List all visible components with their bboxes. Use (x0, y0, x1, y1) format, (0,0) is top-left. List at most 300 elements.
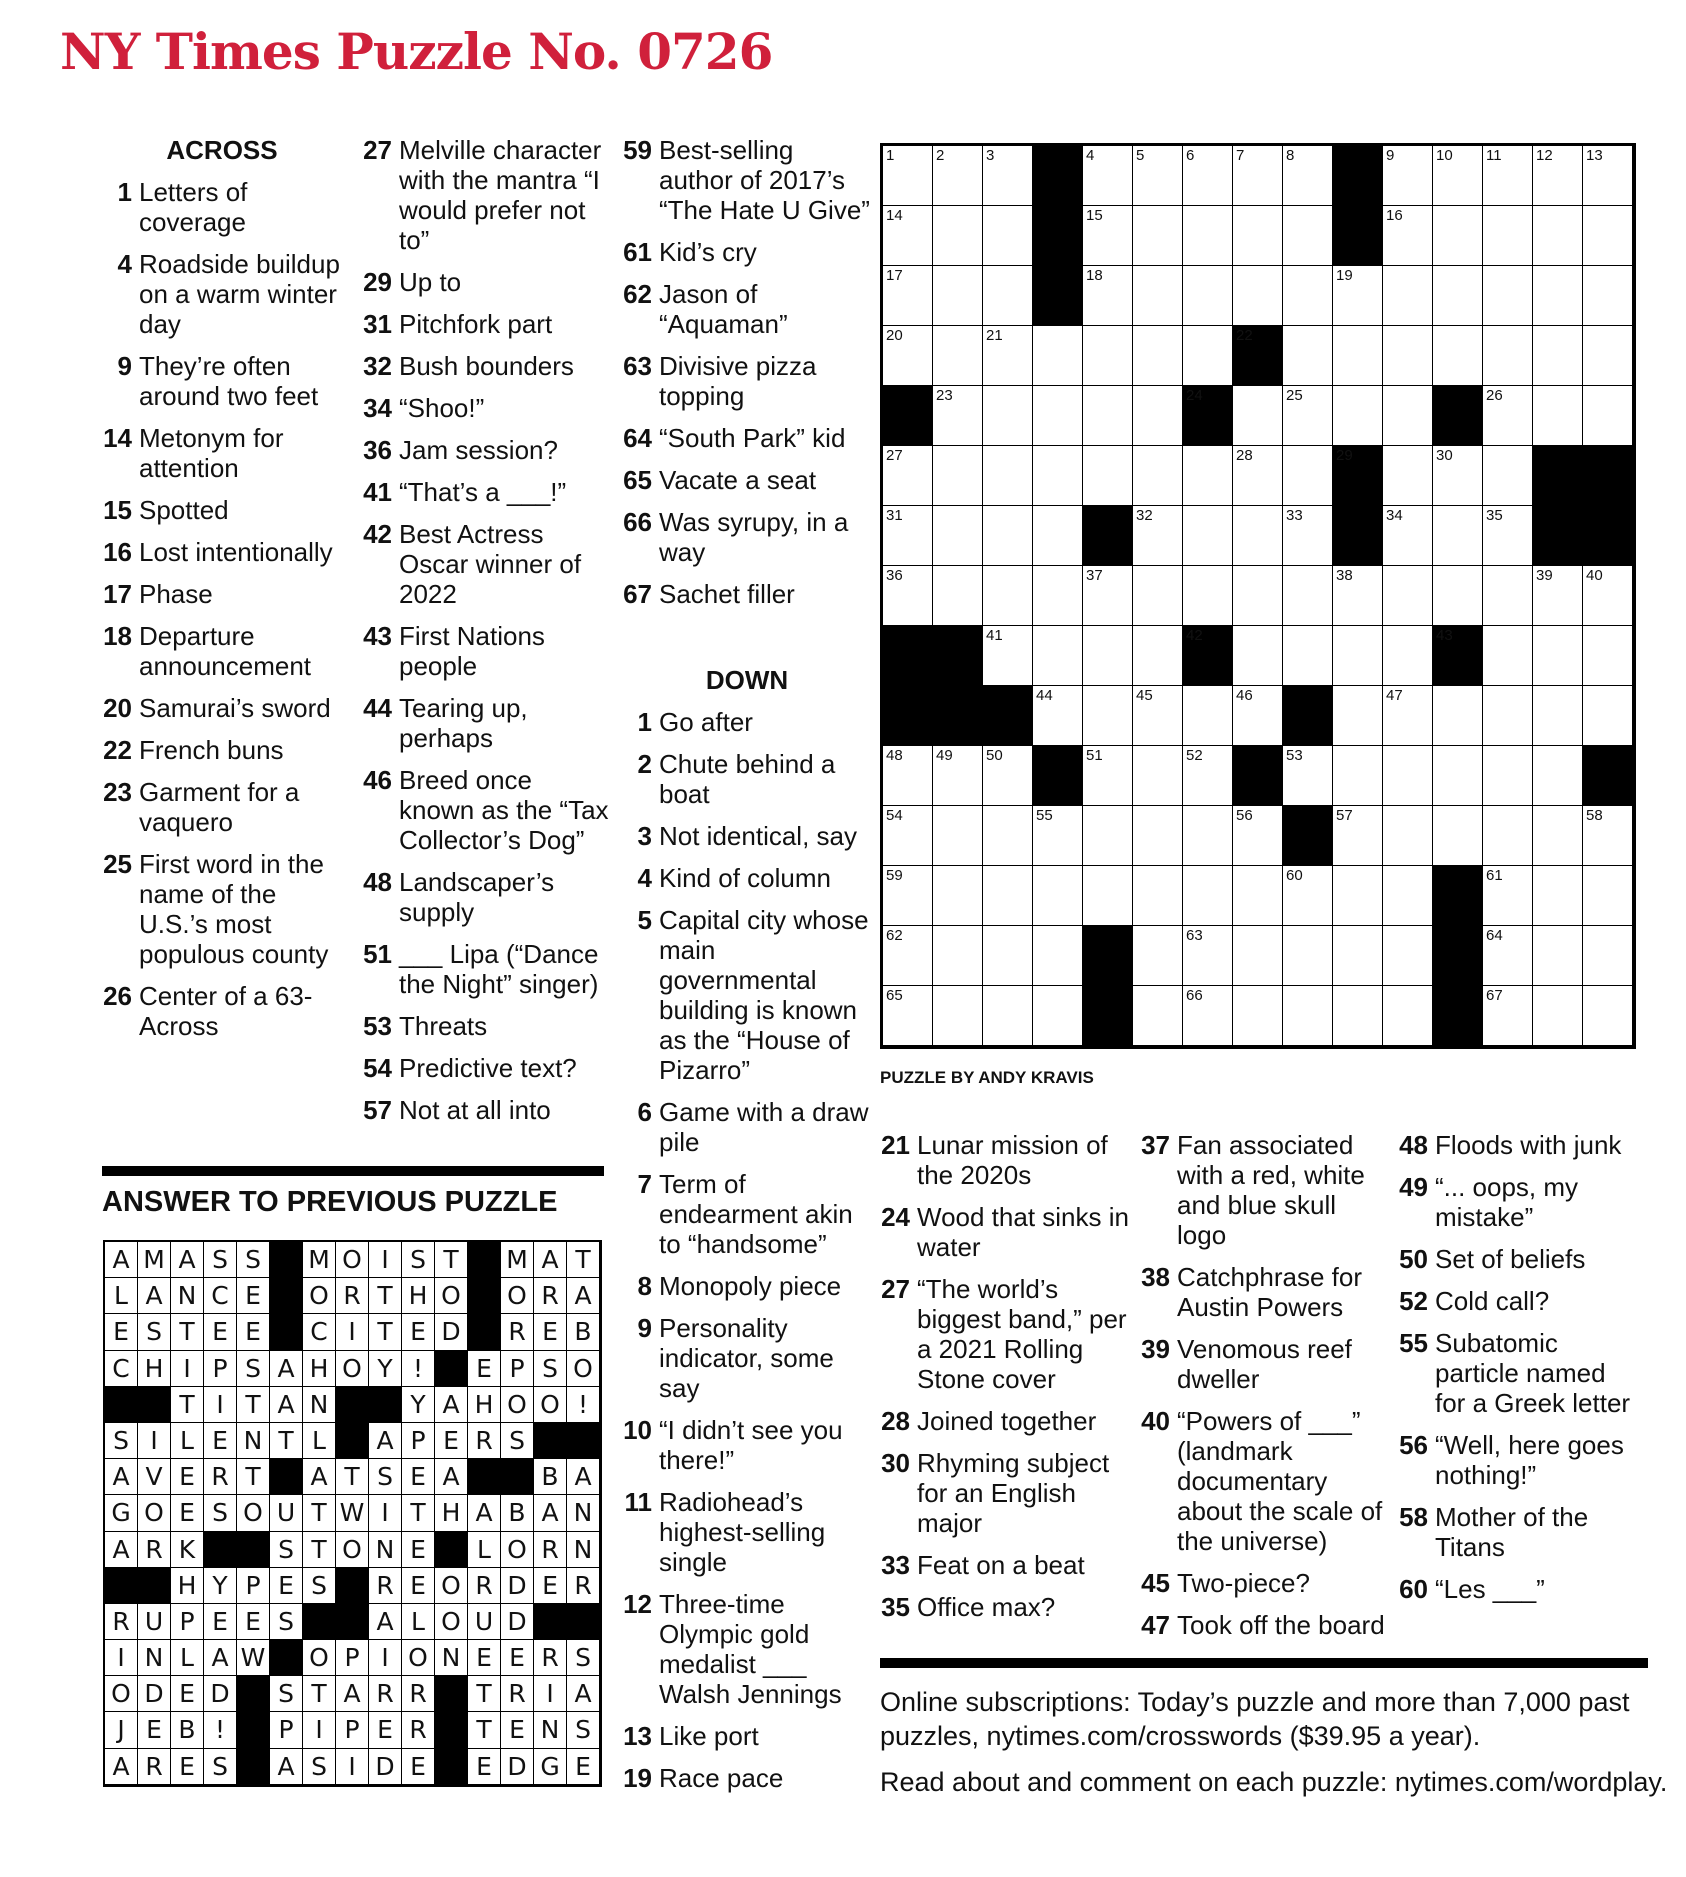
cell-number: 67 (1486, 987, 1503, 1004)
grid-cell[interactable] (1483, 386, 1533, 446)
answer-letter: A (138, 1278, 171, 1314)
answer-letter: T (237, 1387, 270, 1423)
grid-cell[interactable] (1183, 686, 1233, 746)
cell-number: 31 (886, 507, 903, 524)
grid-cell[interactable] (1033, 806, 1083, 866)
grid-cell[interactable] (1583, 986, 1633, 1046)
grid-cell[interactable] (1383, 326, 1433, 386)
grid-cell[interactable] (1183, 866, 1233, 926)
grid-cell[interactable] (1333, 326, 1383, 386)
black-square (933, 626, 983, 686)
cell-number: 36 (886, 567, 903, 584)
grid-cell[interactable] (1033, 326, 1083, 386)
grid-cell[interactable] (933, 146, 983, 206)
clue-number: 57 (363, 1095, 392, 1125)
grid-cell[interactable] (1583, 146, 1633, 206)
answer-letter: G (534, 1749, 567, 1785)
grid-cell[interactable] (1133, 686, 1183, 746)
grid-cell[interactable] (1033, 926, 1083, 986)
clue-item (362, 621, 612, 681)
grid-cell[interactable] (1533, 926, 1583, 986)
answer-letter: O (435, 1604, 468, 1640)
clue-number: 44 (363, 693, 392, 723)
grid-cell[interactable] (1533, 266, 1583, 326)
grid-cell[interactable] (1233, 866, 1283, 926)
grid-cell[interactable] (1083, 266, 1133, 326)
grid-cell[interactable] (1133, 806, 1183, 866)
grid-cell[interactable] (933, 386, 983, 446)
grid-cell[interactable] (1133, 626, 1183, 686)
grid-cell[interactable] (1383, 206, 1433, 266)
clue-number: 35 (881, 1592, 910, 1622)
grid-cell[interactable] (1083, 866, 1133, 926)
grid-cell[interactable] (1433, 806, 1483, 866)
grid-cell[interactable] (1383, 266, 1433, 326)
grid-cell[interactable] (883, 266, 933, 326)
clue-text: Kind of column (659, 863, 831, 893)
grid-cell[interactable] (1483, 206, 1533, 266)
grid-cell[interactable] (1133, 146, 1183, 206)
grid-cell[interactable] (1433, 686, 1483, 746)
answer-letter: C (105, 1351, 138, 1387)
black-square (933, 686, 983, 746)
grid-cell[interactable] (1533, 206, 1583, 266)
cell-number: 35 (1486, 507, 1503, 524)
grid-cell[interactable] (983, 746, 1033, 806)
grid-cell[interactable] (883, 866, 933, 926)
answer-black-square (501, 1459, 534, 1495)
cell-number: 34 (1386, 507, 1403, 524)
grid-cell[interactable] (1083, 446, 1133, 506)
answer-black-square (105, 1568, 138, 1604)
grid-cell[interactable] (1483, 266, 1533, 326)
clue-number: 62 (623, 279, 652, 309)
grid-cell[interactable] (1033, 866, 1083, 926)
grid-cell[interactable] (1183, 206, 1233, 266)
grid-cell[interactable] (1583, 266, 1633, 326)
grid-cell[interactable] (1583, 926, 1633, 986)
grid-cell[interactable] (1183, 266, 1233, 326)
clue-number: 48 (363, 867, 392, 897)
grid-cell[interactable] (1083, 386, 1133, 446)
grid-cell[interactable] (1033, 566, 1083, 626)
answer-letter: E (369, 1712, 402, 1748)
grid-cell[interactable] (1533, 806, 1583, 866)
grid-cell[interactable] (1333, 866, 1383, 926)
grid-cell[interactable] (1583, 866, 1633, 926)
grid-cell[interactable] (1483, 986, 1533, 1046)
grid-cell[interactable] (1433, 566, 1483, 626)
grid-cell[interactable] (1483, 446, 1533, 506)
grid-cell[interactable] (1083, 326, 1133, 386)
grid-cell[interactable] (883, 806, 933, 866)
grid-cell[interactable] (1183, 986, 1233, 1046)
answer-letter: E (171, 1676, 204, 1712)
grid-cell[interactable] (1283, 866, 1333, 926)
grid-cell[interactable] (1133, 386, 1183, 446)
grid-cell[interactable] (1183, 746, 1233, 806)
grid-cell[interactable] (1583, 626, 1633, 686)
grid-cell[interactable] (1133, 566, 1183, 626)
grid-cell[interactable] (1283, 746, 1333, 806)
grid-cell[interactable] (1033, 386, 1083, 446)
grid-cell[interactable] (1383, 866, 1433, 926)
answer-letter: D (138, 1676, 171, 1712)
answer-letter: S (567, 1640, 600, 1676)
grid-cell[interactable] (1183, 926, 1233, 986)
grid-cell[interactable] (883, 926, 933, 986)
grid-cell[interactable] (1383, 806, 1433, 866)
grid-cell[interactable] (933, 566, 983, 626)
grid-cell[interactable] (1483, 686, 1533, 746)
cell-number: 13 (1586, 147, 1603, 164)
answer-letter: S (402, 1242, 435, 1278)
grid-cell[interactable] (1533, 566, 1583, 626)
answer-letter: H (402, 1278, 435, 1314)
grid-cell[interactable] (933, 866, 983, 926)
clue-item (622, 135, 872, 225)
clue-item (1140, 1568, 1385, 1598)
clue-text: Game with a draw pile (659, 1097, 869, 1157)
grid-cell[interactable] (1233, 686, 1283, 746)
answer-black-square (270, 1459, 303, 1495)
cell-number: 59 (886, 867, 903, 884)
grid-cell[interactable] (933, 206, 983, 266)
grid-cell[interactable] (1083, 566, 1133, 626)
grid-cell[interactable] (1133, 746, 1183, 806)
grid-cell[interactable] (1483, 506, 1533, 566)
answer-letter: T (567, 1242, 600, 1278)
clue-number: 7 (637, 1169, 652, 1199)
grid-cell[interactable] (1533, 386, 1583, 446)
grid-cell[interactable] (983, 146, 1033, 206)
clue-item (1140, 1610, 1385, 1640)
grid-cell[interactable] (883, 566, 933, 626)
grid-cell[interactable] (1483, 626, 1533, 686)
clue-item (362, 939, 612, 999)
grid-cell[interactable] (1283, 206, 1333, 266)
answer-letter: E (171, 1749, 204, 1785)
clue-text: Wood that sinks in water (917, 1202, 1129, 1262)
grid-cell[interactable] (883, 746, 933, 806)
grid-cell[interactable] (1433, 326, 1483, 386)
cell-number: 27 (886, 447, 903, 464)
grid-cell[interactable] (933, 446, 983, 506)
clue-number: 15 (103, 495, 132, 525)
black-square (1033, 146, 1083, 206)
grid-cell[interactable] (1583, 686, 1633, 746)
grid-cell[interactable] (1183, 566, 1233, 626)
grid-cell[interactable] (1383, 986, 1433, 1046)
grid-cell[interactable] (1433, 266, 1483, 326)
grid-cell[interactable] (1133, 866, 1183, 926)
clue-number: 30 (881, 1448, 910, 1478)
clue-text: Venomous reef dweller (1177, 1334, 1352, 1394)
answer-letter: ! (402, 1351, 435, 1387)
clue-item (102, 981, 342, 1041)
grid-cell[interactable] (883, 206, 933, 266)
grid-cell[interactable] (1533, 986, 1583, 1046)
grid-cell[interactable] (1233, 446, 1283, 506)
clue-text: Samurai’s sword (139, 693, 331, 723)
answer-letter: N (567, 1495, 600, 1531)
answer-letter: J (105, 1712, 138, 1748)
grid-cell[interactable] (1283, 506, 1333, 566)
clue-text: Capital city whose main governmental building is known as the “House of Pizarro” (659, 905, 869, 1085)
grid-cell[interactable] (1533, 326, 1583, 386)
grid-cell[interactable] (1233, 566, 1283, 626)
grid-cell[interactable] (1283, 926, 1333, 986)
clue-item (362, 435, 612, 465)
grid-cell[interactable] (1533, 146, 1583, 206)
grid-cell[interactable] (1083, 146, 1133, 206)
grid-cell[interactable] (1233, 626, 1283, 686)
answer-letter: P (336, 1712, 369, 1748)
down-clues-column-2 (880, 1130, 1130, 1634)
answer-black-square (138, 1568, 171, 1604)
answer-letter: R (369, 1568, 402, 1604)
grid-cell[interactable] (1233, 266, 1283, 326)
grid-cell[interactable] (1483, 146, 1533, 206)
answer-letter: L (105, 1278, 138, 1314)
grid-cell[interactable] (1233, 206, 1283, 266)
clue-number: 61 (623, 237, 652, 267)
black-square (883, 686, 933, 746)
grid-cell[interactable] (1383, 506, 1433, 566)
clue-text: Roadside buildup on a warm winter day (139, 249, 340, 339)
grid-cell[interactable] (1383, 566, 1433, 626)
clue-text: Radiohead’s highest-selling single (659, 1487, 826, 1577)
grid-cell[interactable] (983, 806, 1033, 866)
clue-text: ___ Lipa (“Dance the Night” singer) (399, 939, 599, 999)
grid-cell[interactable] (1383, 146, 1433, 206)
grid-cell[interactable] (1383, 386, 1433, 446)
grid-cell[interactable] (983, 926, 1033, 986)
grid-cell[interactable] (883, 146, 933, 206)
clue-item (622, 279, 872, 339)
grid-cell[interactable] (1133, 446, 1183, 506)
grid-cell[interactable] (1333, 686, 1383, 746)
grid-cell[interactable] (983, 566, 1033, 626)
black-square (1083, 926, 1133, 986)
cell-number: 1 (886, 147, 895, 164)
grid-cell[interactable] (1083, 746, 1133, 806)
grid-cell[interactable] (1283, 566, 1333, 626)
answer-letter: R (534, 1532, 567, 1568)
grid-cell[interactable] (1333, 626, 1383, 686)
grid-cell[interactable] (1533, 626, 1583, 686)
grid-cell[interactable] (983, 326, 1033, 386)
grid-cell[interactable] (1033, 686, 1083, 746)
grid-cell[interactable] (1183, 146, 1233, 206)
cell-number: 44 (1036, 687, 1053, 704)
grid-cell[interactable] (1083, 686, 1133, 746)
grid-cell[interactable] (1183, 326, 1233, 386)
answer-letter: A (336, 1676, 369, 1712)
grid-cell[interactable] (883, 986, 933, 1046)
grid-cell[interactable] (1183, 446, 1233, 506)
grid-cell[interactable] (1233, 806, 1283, 866)
grid-cell[interactable] (1283, 266, 1333, 326)
grid-cell[interactable] (1333, 806, 1383, 866)
grid-cell[interactable] (1333, 746, 1383, 806)
clue-item (622, 1721, 872, 1751)
answer-letter: E (204, 1423, 237, 1459)
down-clues-column-3 (1140, 1130, 1385, 1652)
clue-number: 48 (1399, 1130, 1428, 1160)
clue-number: 32 (363, 351, 392, 381)
grid-cell[interactable] (1233, 146, 1283, 206)
grid-cell[interactable] (1433, 146, 1483, 206)
answer-letter: E (402, 1459, 435, 1495)
grid-cell[interactable] (1283, 146, 1333, 206)
answer-letter: S (303, 1568, 336, 1604)
grid-cell[interactable] (1583, 326, 1633, 386)
grid-cell[interactable] (1333, 566, 1383, 626)
grid-cell[interactable] (1233, 506, 1283, 566)
answer-letter: E (237, 1314, 270, 1350)
clue-text: Took off the board (1177, 1610, 1385, 1640)
answer-letter: B (567, 1314, 600, 1350)
grid-cell[interactable] (933, 986, 983, 1046)
grid-cell[interactable] (1033, 446, 1083, 506)
answer-letter: D (501, 1604, 534, 1640)
grid-cell[interactable] (1283, 386, 1333, 446)
answer-letter: A (567, 1676, 600, 1712)
grid-cell[interactable] (1083, 806, 1133, 866)
grid-cell[interactable] (1583, 206, 1633, 266)
grid-cell[interactable] (1483, 866, 1533, 926)
grid-cell[interactable] (1283, 446, 1333, 506)
grid-cell[interactable] (933, 326, 983, 386)
grid-cell[interactable] (1483, 566, 1533, 626)
grid-cell[interactable] (983, 866, 1033, 926)
grid-cell[interactable] (1383, 626, 1433, 686)
grid-cell[interactable] (1283, 986, 1333, 1046)
grid-cell[interactable] (933, 926, 983, 986)
clue-number: 60 (1399, 1574, 1428, 1604)
grid-cell[interactable] (1133, 266, 1183, 326)
grid-cell[interactable] (1533, 866, 1583, 926)
grid-cell[interactable] (983, 986, 1033, 1046)
grid-cell[interactable] (1083, 626, 1133, 686)
grid-cell[interactable] (1383, 746, 1433, 806)
grid-cell[interactable] (1233, 986, 1283, 1046)
cell-number: 41 (986, 627, 1003, 644)
answer-black-square (303, 1604, 336, 1640)
answer-letter: E (402, 1532, 435, 1568)
grid-cell[interactable] (1433, 446, 1483, 506)
grid-cell[interactable] (983, 206, 1033, 266)
grid-cell[interactable] (983, 506, 1033, 566)
grid-cell[interactable] (1283, 626, 1333, 686)
answer-letter: A (105, 1532, 138, 1568)
clue-number: 41 (363, 477, 392, 507)
grid-cell[interactable] (933, 806, 983, 866)
grid-cell[interactable] (933, 746, 983, 806)
grid-cell[interactable] (1433, 206, 1483, 266)
answer-letter: O (303, 1640, 336, 1676)
grid-cell[interactable] (983, 446, 1033, 506)
clue-text: Cold call? (1435, 1286, 1550, 1316)
grid-cell[interactable] (1133, 506, 1183, 566)
grid-cell[interactable] (1533, 746, 1583, 806)
black-square (1283, 806, 1333, 866)
answer-letter: E (435, 1423, 468, 1459)
grid-cell[interactable] (1333, 386, 1383, 446)
grid-cell[interactable] (1233, 926, 1283, 986)
grid-cell[interactable] (933, 266, 983, 326)
grid-cell[interactable] (1233, 386, 1283, 446)
grid-cell[interactable] (1133, 986, 1183, 1046)
grid-cell[interactable] (983, 266, 1033, 326)
grid-cell[interactable] (1433, 506, 1483, 566)
answer-letter: N (303, 1387, 336, 1423)
clue-text: Phase (139, 579, 213, 609)
clue-number: 31 (363, 309, 392, 339)
grid-cell[interactable] (1433, 746, 1483, 806)
grid-cell[interactable] (1033, 506, 1083, 566)
grid-cell[interactable] (1483, 806, 1533, 866)
grid-cell[interactable] (1083, 206, 1133, 266)
grid-cell[interactable] (933, 506, 983, 566)
grid-cell[interactable] (1333, 926, 1383, 986)
grid-cell[interactable] (983, 386, 1033, 446)
grid-cell[interactable] (1533, 686, 1583, 746)
clue-number: 37 (1141, 1130, 1170, 1160)
answer-divider (102, 1166, 604, 1176)
clue-number: 52 (1399, 1286, 1428, 1316)
grid-cell[interactable] (883, 506, 933, 566)
grid-cell[interactable] (1483, 326, 1533, 386)
grid-cell[interactable] (1033, 986, 1083, 1046)
clue-item (102, 849, 342, 969)
clue-number: 25 (103, 849, 132, 879)
grid-cell[interactable] (1133, 206, 1183, 266)
grid-cell[interactable] (883, 326, 933, 386)
grid-cell[interactable] (1383, 446, 1433, 506)
grid-cell[interactable] (1333, 986, 1383, 1046)
grid-cell[interactable] (1483, 926, 1533, 986)
clue-number: 47 (1141, 1610, 1170, 1640)
grid-cell[interactable] (1033, 626, 1083, 686)
grid-cell[interactable] (1383, 686, 1433, 746)
grid-cell[interactable] (1383, 926, 1433, 986)
answer-letter: R (534, 1278, 567, 1314)
clue-text: Spotted (139, 495, 229, 525)
clue-text: Breed once known as the “Tax Collector’s Dog” (399, 765, 609, 855)
grid-cell[interactable] (1183, 506, 1233, 566)
grid-cell[interactable] (1283, 326, 1333, 386)
grid-cell[interactable] (1333, 266, 1383, 326)
answer-heading: ANSWER TO PREVIOUS PUZZLE (102, 1186, 558, 1218)
answer-letter: R (204, 1459, 237, 1495)
cell-number: 47 (1386, 687, 1403, 704)
answer-letter: T (402, 1495, 435, 1531)
grid-cell[interactable] (1583, 386, 1633, 446)
answer-letter: R (534, 1640, 567, 1676)
grid-cell[interactable] (1583, 566, 1633, 626)
grid-cell[interactable] (983, 626, 1033, 686)
grid-cell[interactable] (1133, 926, 1183, 986)
grid-cell[interactable] (1583, 806, 1633, 866)
grid-cell[interactable] (1183, 806, 1233, 866)
answer-letter: E (402, 1568, 435, 1604)
answer-letter: L (171, 1423, 204, 1459)
grid-cell[interactable] (883, 446, 933, 506)
grid-cell[interactable] (1133, 326, 1183, 386)
grid-cell[interactable] (1483, 746, 1533, 806)
